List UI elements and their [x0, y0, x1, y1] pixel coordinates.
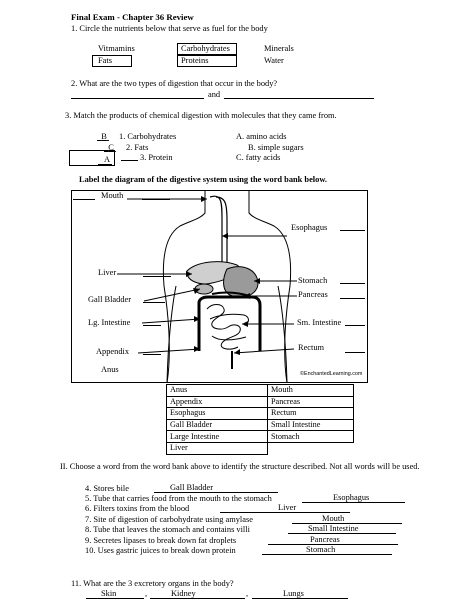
digestive-system-diagram [71, 190, 368, 383]
blank-stomach [340, 283, 365, 284]
q11-blank-2 [150, 598, 245, 599]
blank-appendix [143, 354, 161, 355]
q2-and: and [208, 90, 221, 99]
word-bank-cell: Large Intestine [167, 431, 268, 443]
diagram-credit: ©EnchantedLearning.com [300, 371, 363, 377]
section2-prompt: II. Choose a word from the word bank above to identify the structure described. Not all words will be used. [60, 462, 420, 471]
label-gall-bladder: Gall Bladder [88, 295, 132, 304]
blank-liver [143, 276, 171, 277]
q11-prompt: 11. What are the 3 excretory organs in the body? [71, 579, 234, 588]
q11-comma-1: , [145, 589, 148, 598]
word-bank-cell: Stomach [268, 431, 354, 443]
word-bank-cell: Esophagus [167, 408, 268, 420]
s2-question-8: 8. Tube that leaves the stomach and contains villi [85, 525, 250, 534]
word-bank-cell: Gall Bladder [167, 419, 268, 431]
q3-item-1: 1. Carbohydrates [119, 132, 177, 141]
s2-question-9: 9. Secretes lipases to break down fat droplets [85, 536, 237, 545]
word-bank-cell: Liver [167, 442, 268, 454]
table-row [167, 419, 354, 431]
word-bank-cell: Rectum [268, 408, 354, 420]
label-liver: Liver [98, 268, 117, 277]
s2-answer-9: Pancreas [310, 535, 340, 544]
q3-option-a: A. amino acids [236, 132, 287, 141]
label-stomach: Stomach [298, 276, 328, 285]
q11-answer-3: Lungs [283, 589, 304, 598]
table-row [167, 396, 354, 408]
q3-answer-3-underline [98, 164, 112, 165]
s2-question-7: 7. Site of digestion of carbohydrate using amylase [85, 515, 253, 524]
s2-answer-5: Esophagus [333, 493, 370, 502]
q11-answer-2: Kidney [171, 589, 196, 598]
label-sm-intestine: Sm. Intestine [297, 318, 342, 327]
word-bank-cell: Mouth [268, 385, 354, 397]
blank-rectum [345, 352, 365, 353]
table-row [167, 408, 354, 420]
blank-mouth-right [142, 199, 170, 200]
label-lg-intestine: Lg. Intestine [88, 318, 131, 327]
word-bank-cell: Pancreas [268, 396, 354, 408]
s2-answer-4: Gall Bladder [170, 483, 214, 492]
q1-option-vitamins: Vitmamins [98, 44, 135, 53]
label-mouth: Mouth [101, 191, 124, 200]
blank-pancreas [340, 298, 365, 299]
blank-sm-intestine [345, 325, 365, 326]
q1-option-fats: Fats [98, 56, 112, 65]
s2-answer-7: Mouth [322, 514, 345, 523]
blank-lg-intestine [143, 325, 161, 326]
word-bank-cell: Anus [167, 385, 268, 397]
q3-option-c: C. fatty acids [236, 153, 281, 162]
label-anus: Anus [101, 365, 119, 374]
s2-question-4: 4. Stores bile [85, 484, 129, 493]
table-row [167, 385, 354, 397]
q1-option-water: Water [264, 56, 284, 65]
s2-answer-10: Stomach [306, 545, 336, 554]
q1-option-proteins: Proteins [181, 56, 209, 65]
page-title: Final Exam - Chapter 36 Review [71, 12, 194, 22]
word-bank-cell: Small Intestine [268, 419, 354, 431]
word-bank-cell [268, 442, 354, 454]
q3-answer-3: A [104, 155, 111, 164]
table-row [167, 431, 354, 443]
q2-blank-1 [71, 98, 204, 99]
q3-item-3: 3. Protein [140, 153, 173, 162]
q3-prompt: 3. Match the products of chemical digestion with molecules that they came from. [65, 111, 337, 120]
s2-question-5: 5. Tube that carries food from the mouth to the stomach [85, 494, 272, 503]
label-esophagus: Esophagus [291, 223, 328, 232]
q1-option-minerals: Minerals [264, 44, 294, 53]
q2-blank-2 [224, 98, 374, 99]
q3-option-b: B. simple sugars [248, 143, 304, 152]
q11-answer-1: Skin [101, 589, 117, 598]
s2-answer-6: Liver [278, 503, 297, 512]
s2-question-6: 6. Filters toxins from the blood [85, 504, 190, 513]
q11-comma-2: , [246, 589, 249, 598]
q3-answer-2: C [108, 143, 114, 152]
word-bank-cell: Appendix [167, 396, 268, 408]
diagram-instruction: Label the diagram of the digestive system using the word bank below. [79, 175, 328, 184]
label-pancreas: Pancreas [298, 290, 328, 299]
blank-gall-bladder [143, 302, 165, 303]
label-rectum: Rectum [298, 343, 325, 352]
s2-question-10: 10. Uses gastric juices to break down protein [85, 546, 236, 555]
q3-item-2: 2. Fats [126, 143, 149, 152]
q1-option-carbohydrates: Carbohydrates [181, 44, 230, 53]
q2-prompt: 2. What are the two types of digestion that occur in the body? [71, 79, 278, 88]
s2-answer-8: Small Intestine [308, 524, 359, 533]
table-row [167, 442, 354, 454]
blank-mouth [73, 199, 95, 200]
label-appendix: Appendix [96, 347, 130, 356]
q1-prompt: 1. Circle the nutrients below that serve as fuel for the body [71, 24, 268, 33]
q3-blank-3 [121, 160, 138, 161]
word-bank-table [166, 384, 354, 455]
blank-esophagus [340, 230, 365, 231]
q3-answer-1: B [101, 132, 107, 141]
